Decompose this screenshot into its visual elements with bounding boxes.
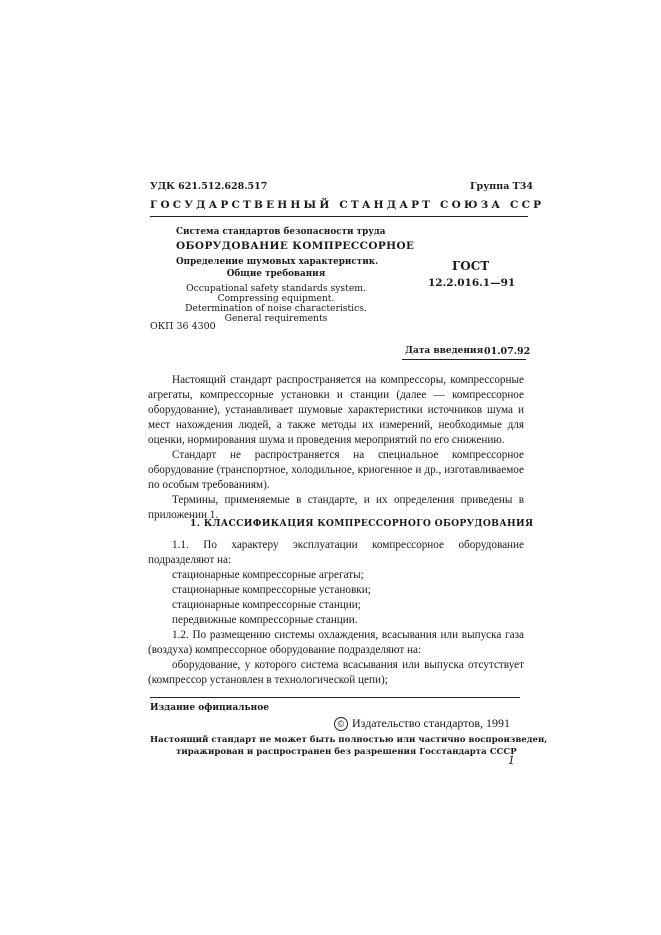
english-title-2: Compressing equipment. [217, 293, 335, 304]
gost-label: ГОСТ [452, 259, 490, 273]
intro-paragraphs [148, 373, 524, 523]
udk-code: УДК 621.512.628.517 [150, 181, 268, 192]
list-item: стационарные компрессорные установки; [172, 584, 371, 596]
clause-1-2: 1.2. По размещению системы охлаждения, всасывания или выпуска газа (воздуха) компрессорное оборудование подразделяют на: [148, 629, 524, 656]
state-standard-heading: ГОСУДАРСТВЕННЫЙ СТАНДАРТ СОЮЗА ССР [150, 199, 545, 211]
intro-date-label: Дата введения [405, 346, 484, 356]
paragraph-scope: Настоящий стандарт распространяется на компрессоры, компрессорные агрегаты, компрессорные установки и станции (далее — компрессорное оборудование), устанавливает шумовые характеристики источников шума и мест нахождения людей, а также методы их измерений, необходимые для оценки, нормирования шума и проведения мероприятий по его снижению. [148, 374, 524, 446]
paragraph-terms: Термины, применяемые в стандарте, и их определения приведены в приложении 1. [148, 494, 524, 521]
official-edition: Издание официальное [150, 703, 269, 713]
copyright-text: Издательство стандартов, 1991 [352, 716, 510, 730]
subtitle-line-2: Общие требования [226, 269, 326, 279]
reproduction-notice-1: Настоящий стандарт не может быть полностью или частично воспроизведен, [150, 735, 548, 745]
header-rule [150, 216, 528, 217]
clause-1-2-item: оборудование, у которого система всасывания или выпуска отсутствует (компрессор установлен в технологической цепи); [148, 659, 524, 686]
section-1-content [148, 538, 524, 688]
system-name: Система стандартов безопасности труда [176, 227, 386, 237]
okp-code: ОКП 36 4300 [150, 321, 216, 332]
intro-date-value: 01.07.92 [484, 346, 531, 357]
footer-rule [150, 697, 520, 698]
intro-date-rule [402, 359, 526, 360]
section-1-title: 1. КЛАССИФИКАЦИЯ КОМПРЕССОРНОГО ОБОРУДОВАНИЯ [190, 518, 534, 529]
clause-1-1: 1.1. По характеру эксплуатации компрессорное оборудование подразделяют на: [148, 539, 524, 566]
reproduction-notice-2: тиражирован и распространен без разрешения Госстандарта СССР [176, 747, 517, 757]
page-number: 1 [508, 754, 515, 767]
list-item: стационарные компрессорные агрегаты; [172, 569, 364, 581]
english-title-4: General requirements [224, 313, 328, 324]
subtitle-line-1: Определение шумовых характеристик. [176, 257, 379, 267]
copyright-line [334, 716, 510, 731]
group-code: Группа Т34 [470, 181, 533, 192]
copyright-icon: © [334, 717, 348, 731]
english-title-1: Occupational safety standards system. [186, 283, 366, 294]
english-title-3: Determination of noise characteristics. [185, 303, 367, 314]
gost-number: 12.2.016.1—91 [428, 277, 516, 289]
paragraph-exclusion: Стандарт не распространяется на специальное компрессорное оборудование (транспортное, холодильное, криогенное и др., изготавливаемое по особым требованиям). [148, 449, 524, 491]
list-item: стационарные компрессорные станции; [172, 599, 361, 611]
list-item: передвижные компрессорные станции. [172, 614, 358, 626]
standard-title: ОБОРУДОВАНИЕ КОМПРЕССОРНОЕ [176, 240, 415, 252]
